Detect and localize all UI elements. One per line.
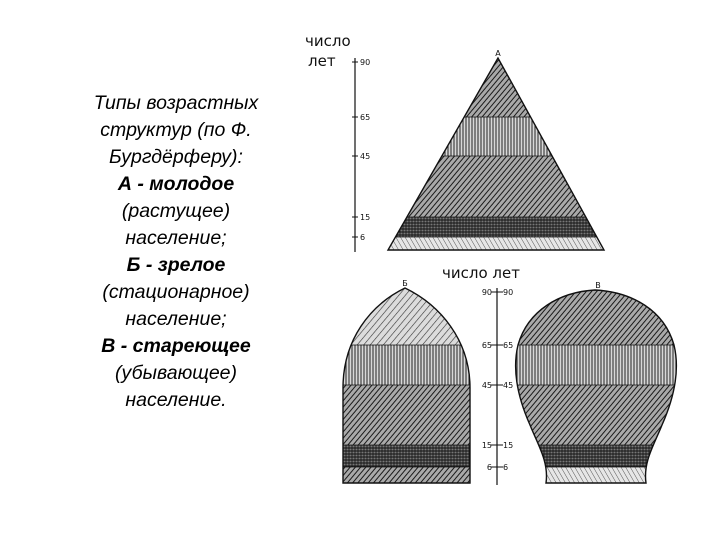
top-axis — [305, 32, 370, 252]
bottom-axis-tick-right: 6 — [503, 463, 509, 472]
top-axis-tick: 90 — [360, 58, 371, 67]
caption-line: структур (по Ф. — [100, 119, 252, 141]
top-axis-title-line1: число — [305, 32, 351, 50]
caption-line: (растущее) — [121, 200, 231, 222]
caption-type-c: В - стареющее — [101, 335, 251, 357]
top-axis-title-line2: лет — [308, 52, 336, 70]
caption-type-a: А - молодое — [117, 173, 235, 195]
bottom-axis-tick-left: 6 — [486, 463, 492, 472]
top-axis-tick: 65 — [360, 113, 371, 122]
caption-line: население; — [125, 308, 227, 330]
caption-type-b: Б - зрелое — [126, 254, 226, 276]
top-axis-tick: 15 — [360, 213, 371, 222]
bottom-axis-tick-right: 15 — [503, 441, 514, 450]
bottom-axis-tick-right: 45 — [503, 381, 514, 390]
top-axis-tick: 6 — [360, 233, 366, 242]
caption-line: (стационарное) — [102, 281, 250, 303]
pyramid-b — [335, 279, 480, 484]
bottom-axis-tick-left: 65 — [481, 341, 492, 350]
bottom-axis-tick-left: 90 — [481, 288, 492, 297]
caption-line: Типы возрастных — [93, 92, 259, 114]
bottom-axis-tick-right: 90 — [503, 288, 514, 297]
bottom-axis-title: число лет — [442, 264, 520, 282]
caption-line: (убывающее) — [114, 362, 238, 384]
bottom-axis-tick-left: 15 — [481, 441, 492, 450]
pyramid-b-label: Б — [402, 279, 408, 288]
caption-line: Бургдёрферу): — [109, 146, 243, 168]
caption-line: население. — [125, 389, 227, 411]
pyramid-c-label: В — [595, 281, 601, 290]
caption-line: население; — [125, 227, 227, 249]
pyramid-c — [505, 281, 685, 484]
pyramid-a-label: А — [495, 49, 501, 58]
pyramid-a — [380, 49, 610, 251]
bottom-axis-tick-left: 45 — [481, 381, 492, 390]
top-axis-tick: 45 — [360, 152, 371, 161]
bottom-axis-tick-right: 65 — [503, 341, 514, 350]
